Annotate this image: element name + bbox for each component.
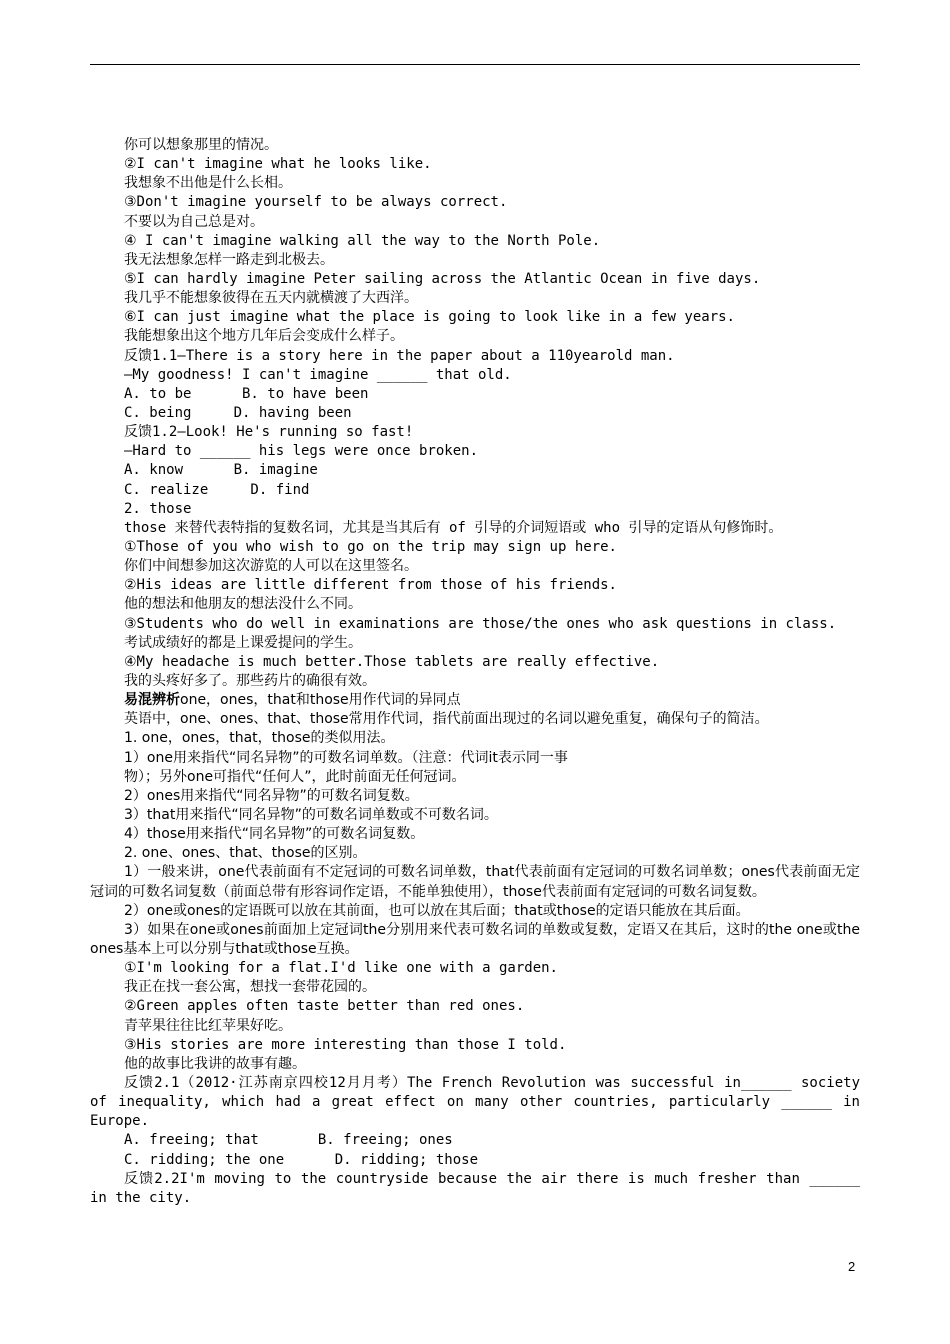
header-rule bbox=[90, 64, 860, 65]
text-line: 物）；另外one可指代“任何人”，此时前面无任何冠词。 bbox=[124, 768, 466, 785]
text-line: 青苹果往往比红苹果好吃。 bbox=[124, 1017, 292, 1034]
text-line: 你们中间想参加这次游览的人可以在这里签名。 bbox=[124, 558, 418, 575]
paragraph: 1）一般来讲，one代表前面有不定冠词的可数名词单数，that代表前面有定冠词的可数名词单数；ones代表前面无定冠词的可数名词复数（前面总带有形容词作定语，不能单独使用），those代表前面有定冠词的可数名词复数。 bbox=[90, 864, 860, 900]
text-line: ②Green apples often taste better than red ones. bbox=[124, 998, 525, 1015]
exercise-options: C. ridding; the one D. ridding; those bbox=[124, 1151, 479, 1168]
text-line: 我正在找一套公寓，想找一套带花园的。 bbox=[124, 979, 376, 996]
text-line: ②I can't imagine what he looks like. bbox=[124, 156, 432, 173]
comparison-heading bbox=[90, 691, 860, 710]
text-line: 你可以想象那里的情况。 bbox=[124, 137, 278, 153]
exercise-question: 反馈2.1（2012·江苏南京四校12月月考）The French Revolution was successful in______ society of inequality, which had a great effect on many other countries, particularly ______ in Europe. bbox=[90, 1075, 860, 1130]
text-line: 4）those用来指代“同名异物”的可数名词复数。 bbox=[124, 826, 425, 843]
text-line: 2. one、ones、that、those的区别。 bbox=[124, 845, 367, 862]
comparison-heading-label: 易混辨析 bbox=[124, 692, 180, 709]
text-line: ③Students who do well in examinations are those/the ones who ask questions in class. bbox=[124, 615, 837, 632]
exercise-options: A. freeing; that B. freeing; ones bbox=[124, 1132, 453, 1149]
exercise-question: —My goodness! I can't imagine ______ that old. bbox=[124, 366, 512, 383]
text-line: 1. one，ones，that，those的类似用法。 bbox=[124, 730, 395, 747]
text-line: 我能想象出这个地方几年后会变成什么样子。 bbox=[124, 328, 404, 345]
page-body bbox=[90, 136, 860, 1208]
exercise-question: 反馈1.1—There is a story here in the paper about a 110yearold man. bbox=[124, 347, 675, 364]
exercise-options: C. realize D. find bbox=[124, 481, 310, 498]
text-line: 他的故事比我讲的故事有趣。 bbox=[124, 1055, 306, 1072]
text-line: ③His stories are more interesting than those I told. bbox=[124, 1036, 567, 1053]
text-line: 2）ones用来指代“同名异物”的可数名词复数。 bbox=[124, 787, 419, 804]
text-line: ②His ideas are little different from those of his friends. bbox=[124, 577, 617, 594]
text-line: 不要以为自己总是对。 bbox=[124, 213, 264, 230]
text-line: 我无法想象怎样一路走到北极去。 bbox=[124, 251, 334, 268]
text-line: 1）one用来指代“同名异物”的可数名词单数。（注意：代词it表示同一事 bbox=[124, 749, 568, 766]
text-line: ①I'm looking for a flat.I'd like one with a garden. bbox=[124, 960, 558, 977]
text-line: 我的头疼好多了。那些药片的确很有效。 bbox=[124, 672, 376, 689]
exercise-question: 反馈2.2I'm moving to the countryside because the air there is much fresher than ______ in the city. bbox=[90, 1170, 860, 1206]
text-line: ④ I can't imagine walking all the way to the North Pole. bbox=[124, 232, 601, 249]
paragraph: those 来替代表特指的复数名词，尤其是当其后有 of 引导的介词短语或 who 引导的定语从句修饰时。 bbox=[124, 519, 783, 536]
text-line: 我想象不出他是什么长相。 bbox=[124, 175, 292, 192]
exercise-question: —Hard to ______ his legs were once broken. bbox=[124, 443, 479, 460]
page-number: 2 bbox=[848, 1259, 856, 1274]
text-line: ⑥I can just imagine what the place is going to look like in a few years. bbox=[124, 309, 735, 326]
text-line: 我几乎不能想象彼得在五天内就横渡了大西洋。 bbox=[124, 290, 418, 307]
exercise-options: A. to be B. to have been bbox=[124, 385, 369, 402]
paragraph: 3）如果在one或ones前面加上定冠词the分别用来代表可数名词的单数或复数，定语又在其后，这时的the one或the ones基本上可以分别与that或those互换。 bbox=[90, 921, 860, 957]
text-line: ①Those of you who wish to go on the trip may sign up here. bbox=[124, 538, 617, 555]
comparison-heading-text: one，ones，that和those用作代词的异同点 bbox=[180, 692, 461, 709]
text-line: ③Don't imagine yourself to be always correct. bbox=[124, 194, 508, 211]
text-line: 3）that用来指代“同名异物”的可数名词单数或不可数名词。 bbox=[124, 806, 498, 823]
paragraph: 2）one或ones的定语既可以放在其前面，也可以放在其后面；that或those的定语只能放在其后面。 bbox=[124, 902, 750, 919]
text-line: ⑤I can hardly imagine Peter sailing across the Atlantic Ocean in five days. bbox=[124, 270, 761, 287]
section-heading: 2. those bbox=[124, 500, 192, 517]
exercise-options: A. know B. imagine bbox=[124, 462, 318, 479]
paragraph: 英语中，one、ones、that、those常用作代词，指代前面出现过的名词以避免重复，确保句子的简洁。 bbox=[124, 711, 769, 728]
exercise-question: 反馈1.2—Look! He's running so fast! bbox=[124, 424, 414, 441]
text-line: 考试成绩好的都是上课爱提问的学生。 bbox=[124, 634, 362, 651]
exercise-options: C. being D. having been bbox=[124, 404, 352, 421]
text-line: ④My headache is much better.Those tablets are really effective. bbox=[124, 653, 660, 670]
text-line: 他的想法和他朋友的想法没什么不同。 bbox=[124, 596, 362, 613]
